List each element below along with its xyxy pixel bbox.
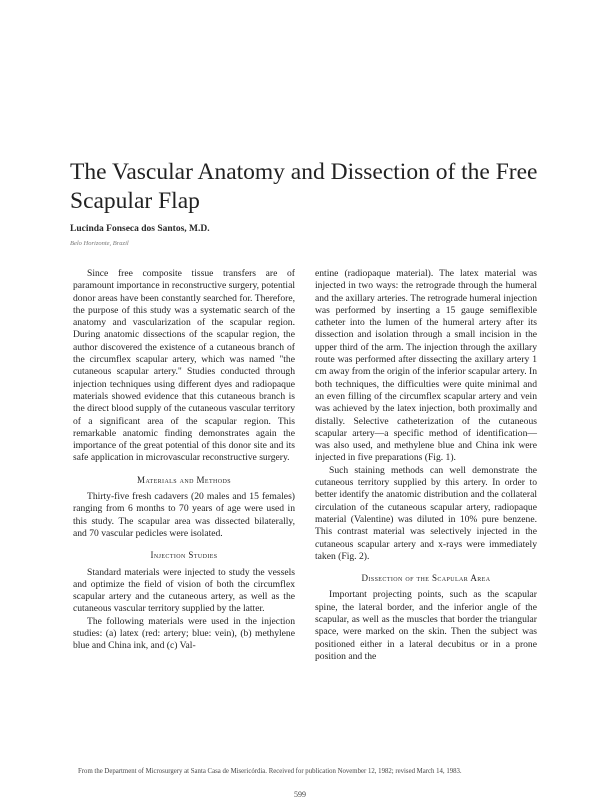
- injection-paragraph: Standard materials were injected to study the vessels and optimize the field of vision of both the circumflex scapular artery and the cutaneous artery, as well as the cutaneous vascular territory supplied by the latter.: [73, 566, 295, 615]
- methods-paragraph: Thirty-five fresh cadavers (20 males and 15 females) ranging from 6 months to 70 years of age were used in this study. The scapular area was dissected bilaterally, and 70 vascular pedicles were isolated.: [73, 491, 295, 539]
- intro-paragraph: Since free composite tissue transfers are of paramount importance in reconstructive surgery, potential donor areas have been constantly searched for. Therefore, the purpose of this study was a systematic search of the anatomy and vascularization of the scapular region. During anatomic dissections of the scapular region, the author discovered the existence of a cutaneous branch of the circumflex scapular artery, which was named "the cutaneous scapular artery." Studies conducted through injection techniques using different dyes and radiopaque materials showed evidence that this cutaneous branch is the direct blood supply of the cutaneous vascular territory of a significant area of the scapular region. This remarkable anatomic finding demonstrates again the importance of the great potential of this donor site and its safe application in microvascular reconstructive surgery.: [73, 268, 295, 464]
- section-heading-dissection: Dissection of the Scapular Area: [361, 573, 491, 584]
- author-location: Belo Horizonte, Brazil: [70, 240, 129, 247]
- left-column: [73, 268, 295, 653]
- dissection-paragraph: Important projecting points, such as the scapular spine, the lateral border, and the inferior angle of the scapular, as well as the muscles that border the triangular space, were marked on the skin. Then the subject was positioned either in a lateral decubitus or in a prone position and the: [315, 589, 537, 662]
- footnote: [70, 767, 540, 776]
- footnote-text: From the Department of Microsurgery at Santa Casa de Misericórdia. Received for publication November 12, 1982; revised March 14, 1983.: [78, 768, 462, 775]
- author-name: Lucinda Fonseca dos Santos, M.D.: [70, 224, 210, 234]
- section-heading-materials-methods: Materials and Methods: [137, 474, 231, 485]
- latex-paragraph: entine (radiopaque material). The latex material was injected in two ways: the retrograde through the humeral and the axillary arteries. The retrograde humeral injection was performed by inserting a 15 gauge semiflexible catheter into the lumen of the humeral artery after its dissection and isolation through a small incision in the upper third of the arm. The injection through the axillary route was performed after dissecting the axillary artery 1 cm away from the origin of the inferior scapular artery. In both techniques, the difficulties were quite minimal and an even filling of the circumflex scapular artery and vein was achieved by the latex injection, both proximally and distally. Selective catheterization of the cutaneous scapular artery—a specific method of identification—was also used, and methylene blue and China ink were injected in five preparations (Fig. 1).: [315, 268, 537, 464]
- article-title: The Vascular Anatomy and Dissection of the Free Scapular Flap: [70, 159, 538, 214]
- staining-paragraph: Such staining methods can well demonstrate the cutaneous territory supplied by this artery. In order to better identify the anatomic distribution and the collateral circulation of the cutaneous scapular artery, radiopaque material (Valentine) was diluted in 10% pure benzene. This contrast material was selectively injected in the cutaneous scapular artery and x-rays were immediately taken (Fig. 2).: [315, 464, 537, 562]
- materials-paragraph: The following materials were used in the injection studies: (a) latex (red: artery; blue: vein), (b) methylene blue and China ink, and (c) Val-: [73, 615, 295, 652]
- page-number: 599: [294, 790, 306, 799]
- section-heading-injection-studies: Injection Studies: [150, 550, 218, 561]
- right-column: [315, 268, 537, 663]
